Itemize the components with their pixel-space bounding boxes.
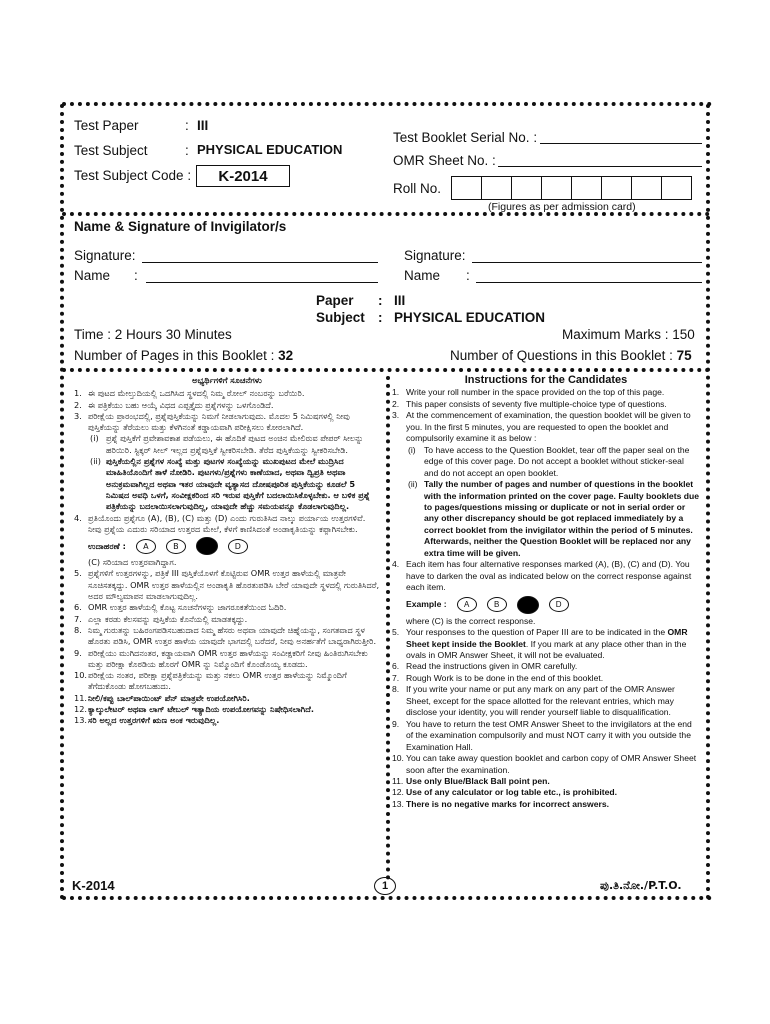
kn-item-8: 8. ನಿಮ್ಮ ಗುರುತನ್ನು ಬಹಿರಂಗಪಡಿಸಬಹುದಾದ ನಿಮ್ಮ ಹೆಸರು ಅಥವಾ ಯಾವುದೇ ಚಿಹ್ನೆಯನ್ನು, ಸಂಗತವಾದ ಸ್ಥಳ ಹೊರತು ಪಡಿಸಿ, OMR ಉತ್ತರ ಹಾಳೆಯ ಯಾವುದೇ ಭಾಗದಲ್ಲಿ ಬರೆದರೆ, ನೀವು ಅನರ್ಹತೆಗೆ ಬಾಧ್ಯರಾಗಿರುತ್ತೀರಿ. — [74, 624, 377, 647]
kn-item-10: 10. ಪರೀಕ್ಷೆಯ ನಂತರ, ಪರೀಕ್ಷಾ ಪ್ರಶ್ನೆಪತ್ರಿಕೆಯನ್ನು ಮತ್ತು ನಕಲು OMR ಉತ್ತರ ಹಾಳೆಯನ್ನು ನಿಮ್ಮೊಂದಿಗೆ ತೆಗೆದುಕೊಂಡು ಹೋಗಬಹುದು. — [74, 670, 347, 692]
signature-field-2[interactable] — [472, 262, 702, 263]
kn-example-label: ಉದಾಹರಣೆ : — [88, 540, 126, 551]
roll-cell[interactable] — [632, 177, 662, 199]
kn-item-4: 4. ಪ್ರತಿಯೊಂದು ಪ್ರಶ್ನೆಗೂ (A), (B), (C) ಮತ್ತು (D) ಎಂದು ಗುರುತಿಸಿದ ನಾಲ್ಕು ಪರ್ಯಾಯ ಉತ್ತರಗಳಿವೆ. ನೀವು ಪ್ರಶ್ನೆಯ ಎದುರು ಸರಿಯಾದ ಉತ್ತರದ ಮೇಲೆ, ಕೆಳಗೆ ಕಾಣಿಸಿದಂತೆ ಅಂಡಾಕೃತಿಯನ್ನು ಕಪ್ಪಾಗಿಸಬೇಕು. — [74, 512, 366, 534]
en-item-10: 10. You can take away question booklet and carbon copy of OMR Answer Sheet soon after the examination. — [392, 753, 697, 775]
kn-oval-b: B — [166, 539, 186, 554]
border-left — [60, 104, 64, 900]
kn-item-9: 9. ಪರೀಕ್ಷೆಯು ಮುಗಿದನಂತರ, ಕಡ್ಡಾಯವಾಗಿ OMR ಉತ್ತರ ಹಾಳೆಯನ್ನು ಸಂವೀಕ್ಷಕರಿಗೆ ನೀವು ಹಿಂತಿರುಗಿಸಬೇಕು ಮತ್ತು ಪರೀಕ್ಷಾ ಕೊಠಡಿಯ ಹೊರಗೆ OMR ನ್ನು ನಿಮ್ಮೊಂದಿಗೆ ಕೊಂಡೊಯ್ಯ ಕೂಡದು. — [74, 647, 368, 669]
serial-label: Test Booklet Serial No. : — [393, 130, 538, 145]
name-label-2: Name — [404, 268, 441, 283]
name-field-2[interactable] — [476, 282, 702, 283]
name-colon-2: : — [466, 268, 470, 283]
time-allowed: Time : 2 Hours 30 Minutes — [74, 327, 232, 342]
footer-page-number: 1 — [374, 877, 396, 895]
en-item-9: 9. You have to return the test OMR Answer Sheet to the invigilators at the end of the examination compulsorily and must NOT carry it with you outside the Examination Hall. — [392, 718, 692, 752]
en-item-2: 2. This paper consists of seventy five multiple-choice type of questions. — [392, 398, 667, 409]
en-oval-b: B — [487, 597, 507, 612]
en-example — [392, 596, 700, 627]
en-item-11: 11. Use only Blue/Black Ball point pen. — [392, 775, 550, 786]
questions-label — [450, 348, 692, 363]
roll-number-grid[interactable] — [451, 176, 692, 200]
en-item-3i: (i) To have access to the Question Booklet, tear off the paper seal on the edge of this cover page. Do not accept a booklet without sticker-seal and do not accept an open booklet. — [408, 444, 690, 478]
kn-item-5: 5. ಪ್ರಶ್ನೆಗಳಿಗೆ ಉತ್ತರಗಳನ್ನು, ಪತ್ರಿಕೆ III ಪುಸ್ತಿಕೆಯೊಳಗೆ ಕೊಟ್ಟಿರುವ OMR ಉತ್ತರ ಹಾಳೆಯಲ್ಲಿ ಮಾತ್ರವೇ ಸೂಚಿಸತಕ್ಕದ್ದು. OMR ಉತ್ತರ ಹಾಳೆಯಲ್ಲಿನ ಅಂಡಾಕೃತಿ ಹೊರತುಪಡಿಸಿ ಬೇರೆ ಯಾವುದೇ ಸ್ಥಳದಲ್ಲಿ ಗುರುತಿಸಿದರೆ, ಅದರ ಮೌಲ್ಯಮಾಪನ ಮಾಡಲಾಗುವುದಿಲ್ಲ. — [74, 568, 380, 602]
name-colon-1: : — [134, 268, 138, 283]
roll-note: (Figures as per admission card) — [488, 201, 636, 213]
kn-item-6: 6. OMR ಉತ್ತರ ಹಾಳೆಯಲ್ಲಿ ಕೊಟ್ಟ ಸೂಚನೆಗಳನ್ನು ಜಾಗರೂಕತೆಯಿಂದ ಓದಿರಿ. — [74, 602, 287, 613]
test-subject-label: Test Subject — [74, 143, 148, 158]
en-item-4: 4. Each item has four alternative responses marked (A), (B), (C) and (D). You have to darken the oval as indicated below on the correct response against each item. — [392, 559, 692, 593]
invigilator-title: Name & Signature of Invigilator/s — [74, 219, 287, 234]
kn-oval-d: D — [228, 539, 248, 554]
roll-cell[interactable] — [572, 177, 602, 199]
divider-2 — [62, 368, 710, 372]
en-item-8: 8. If you write your name or put any mark on any part of the OMR Answer Sheet, except for the space allotted for the relevant entries, which may disclose your identity, you will render yourself liable to disqualification. — [392, 684, 675, 718]
kn-oval-a: A — [136, 539, 156, 554]
max-marks: Maximum Marks : 150 — [562, 327, 695, 342]
en-item-7: 7. Rough Work is to be done in the end of this booklet. — [392, 672, 604, 683]
border-top — [62, 102, 712, 106]
kn-item-3: 3. ಪರೀಕ್ಷೆಯ ಪ್ರಾರಂಭದಲ್ಲಿ, ಪ್ರಶ್ನೆಪುಸ್ತಿಕೆಯನ್ನು ನಿಮಗೆ ನೀಡಲಾಗುವುದು. ಮೊದಲ 5 ನಿಮಿಷಗಳಲ್ಲಿ ನೀವು ಪುಸ್ತಿಕೆಯನ್ನು ತೆರೆಯಲು ಮತ್ತು ಕೆಳಗಿನಂತೆ ಕಡ್ಡಾಯವಾಗಿ ಪರೀಕ್ಷಿಸಲು ಕೋರಲಾಗಿದೆ. — [74, 410, 350, 433]
test-paper-value: III — [197, 118, 209, 133]
test-paper-label: Test Paper — [74, 118, 139, 133]
subject-colon: : — [378, 310, 383, 325]
en-item-3: 3. At the commencement of examination, the question booklet will be given to you. In the first 5 minutes, you are requested to open the booklet and compulsorily examine it as below : — [392, 410, 691, 444]
border-right — [706, 104, 710, 900]
en-item-3ii: (ii) Tally the number of pages and number of questions in the booklet with the information printed on the cover page. Faulty booklets due to pages/questions missing or duplicate or not in serial order or any other discrepancy should be got replaced immediately by a correct booklet from the invigilator within the period of 5 minutes. Afterwards, neither the Question Booklet will be replaced nor any extra time will be given. — [408, 479, 700, 558]
test-subject-code-value: K-2014 — [196, 165, 290, 187]
kn-example — [74, 537, 380, 568]
kn-item-3i: (i) ಪ್ರಶ್ನೆ ಪುಸ್ತಿಕೆಗೆ ಪ್ರವೇಶಾವಕಾಶ ಪಡೆಯಲು, ಈ ಹೊದಿಕೆ ಪುಟದ ಅಂಚಿನ ಮೇಲಿರುವ ಪೇಪರ್ ಸೀಲನ್ನು ಹರಿಯಿರಿ. ಸ್ಟಿಕ್ಕರ್ ಸೀಲ್ ಇಲ್ಲದ ಪ್ರಶ್ನೆಪುಸ್ತಿಕೆ ಸ್ವೀಕರಿಸಬೇಡಿ. ತೆರೆದ ಪುಸ್ತಿಕೆಯನ್ನು ಸ್ವೀಕರಿಸಬೇಡಿ. — [90, 433, 364, 455]
column-divider — [386, 376, 390, 880]
en-item-1: 1. Write your roll number in the space provided on the top of this page. — [392, 387, 665, 398]
paper-value: III — [394, 293, 406, 308]
omr-label: OMR Sheet No. : — [393, 153, 496, 168]
kannada-instructions — [74, 375, 380, 727]
kn-item-2: 2. ಈ ಪತ್ರಿಕೆಯು ಬಹು ಆಯ್ಕೆ ವಿಧದ ಎಪ್ಪತ್ತೈದು ಪ್ರಶ್ನೆಗಳನ್ನು ಒಳಗೊಂಡಿದೆ. — [74, 399, 274, 410]
en-item-13: 13. There is no negative marks for incorrect answers. — [392, 798, 609, 809]
paper-label: Paper — [316, 293, 354, 308]
kn-item-12: 12. ಕ್ಯಾಲ್ಕುಲೇಟರ್ ಅಥವಾ ಲಾಗ್ ಟೇಬಲ್ ಇತ್ಯಾದಿಯ ಉಪಯೋಗವನ್ನು ನಿಷೇಧಿಸಲಾಗಿದೆ. — [74, 704, 314, 715]
test-paper-colon: : — [185, 118, 189, 133]
english-title: Instructions for the Candidates — [464, 374, 628, 386]
footer-pto: ಪು.ತಿ.ನೋ./P.T.O. — [600, 879, 682, 892]
roll-cell[interactable] — [482, 177, 512, 199]
en-item-6: 6. Read the instructions given in OMR carefully. — [392, 661, 578, 672]
name-field-1[interactable] — [146, 282, 378, 283]
en-oval-d: D — [549, 597, 569, 612]
en-oval-a: A — [457, 597, 477, 612]
roll-label: Roll No. — [393, 181, 442, 196]
test-subject-colon: : — [185, 143, 189, 158]
signature-label-1: Signature: — [74, 248, 136, 263]
kn-item-13: 13. ಸರಿ ಅಲ್ಲದ ಉತ್ತರಗಳಿಗೆ ಋಣ ಅಂಕ ಇರುವುದಿಲ್ಲ. — [74, 715, 220, 726]
kannada-title: ಅಭ್ಯರ್ಥಿಗಳಿಗೆ ಸೂಚನೆಗಳು — [192, 375, 262, 385]
test-subject-code-label: Test Subject Code : — [74, 168, 192, 183]
questions-value: 75 — [676, 348, 692, 363]
en-item-12: 12. Use of any calculator or log table etc., is prohibited. — [392, 787, 618, 798]
signature-label-2: Signature: — [404, 248, 466, 263]
en-example-note: where (C) is the correct response. — [406, 615, 536, 626]
name-label-1: Name — [74, 268, 111, 283]
kn-item-7: 7. ಎಲ್ಲಾ ಕರಡು ಕೆಲಸವನ್ನು ಪುಸ್ತಿಕೆಯ ಕೊನೆಯಲ್ಲಿ ಮಾಡತಕ್ಕದ್ದು. — [74, 613, 248, 624]
serial-field[interactable] — [540, 143, 702, 144]
kn-oval-c-filled — [196, 537, 218, 555]
border-bottom — [62, 896, 712, 900]
paper-colon: : — [378, 293, 383, 308]
omr-field[interactable] — [498, 166, 702, 167]
pages-label — [74, 348, 293, 363]
roll-cell[interactable] — [452, 177, 482, 199]
subject-label: Subject — [316, 310, 365, 325]
pages-value: 32 — [278, 348, 294, 363]
kn-item-1: 1. ಈ ಪುಟದ ಮೇಲ್ತುದಿಯಲ್ಲಿ ಒದಗಿಸಿದ ಸ್ಥಳದಲ್ಲಿ ನಿಮ್ಮ ರೋಲ್ ನಂಬರನ್ನು ಬರೆಯಿರಿ. — [74, 388, 305, 399]
footer-code: K-2014 — [72, 878, 115, 893]
roll-cell[interactable] — [602, 177, 632, 199]
pages-text: Number of Pages in this Booklet : — [74, 348, 275, 363]
subject-value: PHYSICAL EDUCATION — [394, 310, 546, 325]
roll-cell[interactable] — [662, 177, 691, 199]
english-instructions — [392, 375, 700, 810]
questions-text: Number of Questions in this Booklet : — [450, 348, 673, 363]
signature-field-1[interactable] — [142, 262, 378, 263]
roll-cell[interactable] — [542, 177, 572, 199]
roll-cell[interactable] — [512, 177, 542, 199]
en-oval-c-filled — [517, 596, 539, 614]
en-item-5: 5. Your responses to the question of Paper III are to be indicated in the OMR Sheet kept inside the Booklet. If you mark at any place other than in the ovals in OMR Answer Sheet, it will not be evaluated. — [392, 627, 688, 660]
kn-item-3ii: (ii) ಪುಸ್ತಿಕೆಯಲ್ಲಿನ ಪ್ರಶ್ನೆಗಳ ಸಂಖ್ಯೆ ಮತ್ತು ಪುಟಗಳ ಸಂಖ್ಯೆಯನ್ನು ಮುಖಪುಟದ ಮೇಲೆ ಮುದ್ರಿಸಿದ ಮಾಹಿತಿಯೊಂದಿಗೆ ತಾಳೆ ನೋಡಿರಿ. ಪುಟಗಳು/ಪ್ರಶ್ನೆಗಳು ಕಾಣೆಯಾದ, ಅಥವಾ ದ್ವಿಪ್ರತಿ ಅಥವಾ ಅನುಕ್ರಮವಾಗಿಲ್ಲದ ಅಥವಾ ಇತರ ಯಾವುದೇ ವ್ಯತ್ಯಾಸದ ದೋಷಪೂರಿತ ಪುಸ್ತಿಕೆಯನ್ನು ಕೂಡಲೆ 5 ನಿಮಿಷದ ಅವಧಿ ಒಳಗೆ, ಸಂವೀಕ್ಷಕರಿಂದ ಸರಿ ಇರುವ ಪುಸ್ತಿಕೆಗೆ ಬದಲಾಯಿಸಿಕೊಳ್ಳಬೇಕು. ಆ ಬಳಿಕ ಪ್ರಶ್ನೆ ಪತ್ರಿಕೆಯನ್ನು ಬದಲಾಯಿಸಲಾಗುವುದಿಲ್ಲ, ಯಾವುದೇ ಹೆಚ್ಚು ಸಮಯವನ್ನೂ ಕೊಡಲಾಗುವುದಿಲ್ಲ. — [90, 456, 370, 512]
test-subject-value: PHYSICAL EDUCATION — [197, 142, 343, 157]
kn-example-note: (C) ಸರಿಯಾದ ಉತ್ತರವಾಗಿದ್ದಾಗ. — [88, 557, 177, 568]
en-example-label: Example : — [406, 598, 447, 609]
kn-item-11: 11. ನೀಲಿ/ಕಪ್ಪು ಬಾಲ್‌ಪಾಯಿಂಟ್ ಪೆನ್ ಮಾತ್ರವೇ ಉಪಯೋಗಿಸಿರಿ. — [74, 692, 250, 703]
